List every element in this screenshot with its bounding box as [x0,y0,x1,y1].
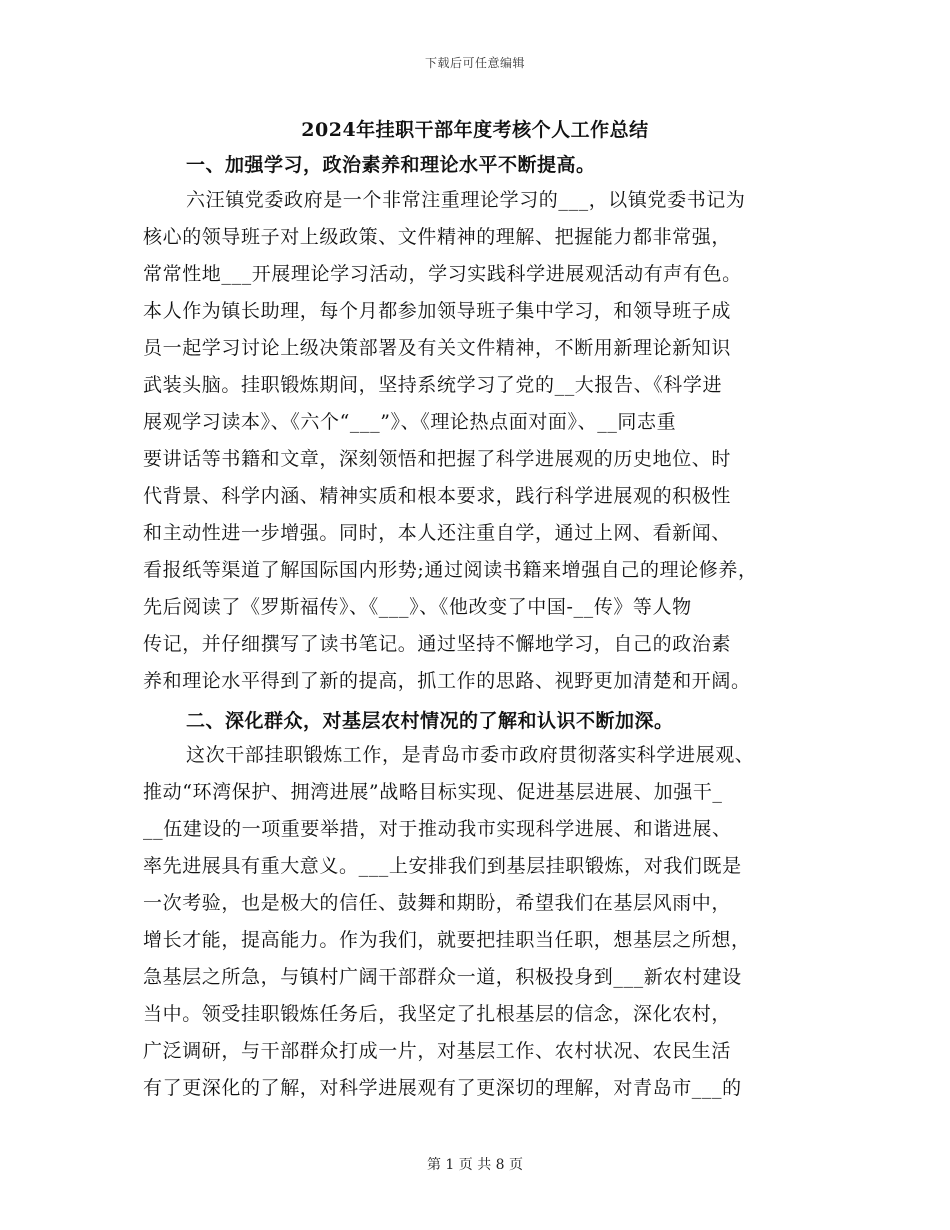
paragraph-line: 养和理论水平得到了新的提高，抓工作的思路、视野更加清楚和开阔。 [143,670,751,692]
paragraph-line: 六汪镇党委政府是一个非常注重理论学习的___，以镇党委书记为 [186,189,746,211]
paragraph-line: 传记，并仔细撰写了读书笔记。通过坚持不懈地学习，自己的政治素 [143,633,732,655]
paragraph-line: 核心的领导班子对上级政策、文件精神的理解、把握能力都非常强， [143,226,732,248]
paragraph-line: 增长才能，提高能力。作为我们，就要把挂职当任职，想基层之所想， [143,929,751,951]
header-note: 下载后可任意编辑 [424,56,525,70]
paragraph-line: 推动“环湾保护、拥湾进展”战略目标实现、促进基层进展、加强干_ [143,781,723,803]
paragraph-line: 代背景、科学内涵、精神实质和根本要求，践行科学进展观的积极性 [143,485,732,507]
paragraph-line: 当中。领受挂职锻炼任务后，我坚定了扎根基层的信念，深化农村， [143,1003,732,1025]
paragraph-line: 本人作为镇长助理，每个月都参加领导班子集中学习，和领导班子成 [143,300,732,322]
page-footer: 第 1 页 共 8 页 [426,1157,524,1173]
paragraph-line: 一次考验，也是极大的信任、鼓舞和期盼，希望我们在基层风雨中， [143,892,732,914]
paragraph-line: 员一起学习讨论上级决策部署及有关文件精神，不断用新理论新知识 [143,337,732,359]
paragraph-line: __伍建设的一项重要举措，对于推动我市实现科学进展、和谐进展、 [143,818,732,840]
section1-heading: 一、加强学习，政治素养和理论水平不断提高。 [186,154,596,176]
paragraph-line: 武装头脑。挂职锻炼期间，坚持系统学习了党的__大报告、《科学进 [143,374,723,396]
paragraph-line: 和主动性进一步增强。同时，本人还注重自学，通过上网、看新闻、 [143,522,732,544]
paragraph-line: 广泛调研，与干部群众打成一片，对基层工作、农村状况、农民生活 [143,1040,732,1062]
paragraph-line: 展观学习读本》、《六个“___”》、《理论热点面对面》、__同志重 [143,411,677,433]
paragraph-line: 急基层之所急，与镇村广阔干部群众一道，积极投身到___新农村建设 [143,966,742,988]
section2-heading: 二、深化群众，对基层农村情况的了解和认识不断加深。 [186,710,674,732]
paragraph-line: 这次干部挂职锻炼工作，是青岛市委市政府贯彻落实科学进展观、 [186,744,755,766]
paragraph-line: 常常性地___开展理论学习活动，学习实践科学进展观活动有声有色。 [143,263,742,285]
paragraph-line: 率先进展具有重大意义。___上安排我们到基层挂职锻炼，对我们既是 [143,855,742,877]
document-title: 2024年挂职干部年度考核个人工作总结 [301,119,649,141]
paragraph-line: 看报纸等渠道了解国际国内形势;通过阅读书籍来增强自己的理论修养， [143,559,758,581]
paragraph-line: 要讲话等书籍和文章，深刻领悟和把握了科学进展观的历史地位、时 [143,448,732,470]
paragraph-line: 有了更深化的了解，对科学进展观有了更深切的理解，对青岛市___的 [143,1077,742,1099]
paragraph-line: 先后阅读了《罗斯福传》、《___》、《他改变了中国-__传》等人物 [143,596,692,618]
